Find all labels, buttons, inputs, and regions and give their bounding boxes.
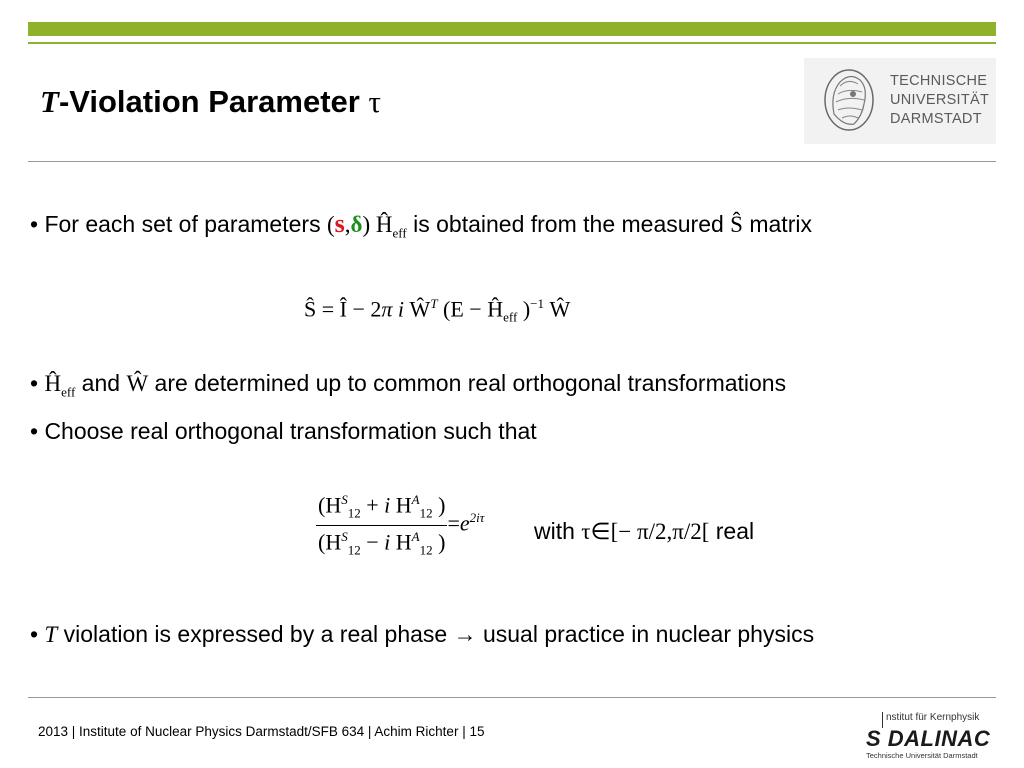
tu-wordmark: TECHNISCHE UNIVERSITÄT DARMSTADT — [890, 73, 990, 127]
title-divider — [28, 161, 996, 162]
athena-seal-icon — [820, 64, 878, 138]
bullet-1: • For each set of parameters (s,δ) $Ĥ_{eff}$ is obtained from the measured Ŝ matrix — [30, 209, 812, 241]
bullet-4: • T violation is expressed by a real phase → usual practice in nuclear physics — [30, 621, 815, 647]
title-text: -Violation Parameter — [58, 84, 369, 119]
footer-text: 2013 | Institute of Nuclear Physics Darmstadt/SFB 634 | Achim Richter | 15 — [38, 724, 485, 739]
bullet-3: • Choose real orthogonal transformation such that — [30, 418, 537, 444]
top-accent-bar — [28, 22, 996, 36]
slide-title — [40, 84, 381, 120]
phase-equation: $\frac{(H^S_{12} + i H^A_{12} )}{(H^S_{12} - i H^A_{12} )}$ $=e^{2i\tau}$ — [318, 492, 485, 558]
title-t-symbol: T — [40, 84, 59, 119]
s-matrix-equation: Ŝ = Î − 2π i $Ŵ^T$ ($E - Ĥ_{eff}$ )$^{-1}$ Ŵ — [304, 296, 571, 325]
top-accent-line — [28, 42, 996, 44]
bullet-2: • $Ĥ_{eff}$ and Ŵ are determined up to common real orthogonal transformations — [30, 370, 787, 400]
title-tau-symbol: τ — [368, 84, 381, 119]
tu-darmstadt-logo — [804, 58, 996, 144]
tau-range-note: with τ∈[− π/2,π/2[ real — [534, 518, 755, 544]
param-s: s — [334, 209, 345, 238]
param-delta: δ — [350, 212, 363, 237]
phase-fraction: $\frac{(H^S_{12} + i H^A_{12} )}{(H^S_{12} - i H^A_{12} )}$ — [318, 492, 446, 558]
footer-divider — [28, 697, 996, 698]
s-dalinac-logo: nstitut für Kernphysik S DALINAC Technische Universität Darmstadt — [866, 712, 991, 760]
